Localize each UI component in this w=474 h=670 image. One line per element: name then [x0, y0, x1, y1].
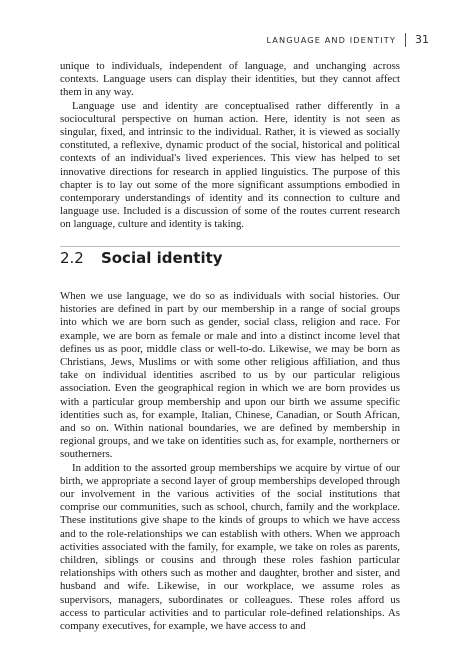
paragraph: Language use and identity are conceptualised rather differently in a sociocultural perspective on human action. Here, identity is not seen as singular, fixed, and intrinsic to the individual. Rather, it is viewed as socially constituted, a reflexive, dynamic product of the social, historical and political contexts of an individual's lived experiences. This view has helped to set innovative directions for research in applied linguistics. The purpose of this chapter is to lay out some of the more significant assumptions embodied in contemporary understandings of identity and its connection to culture and language use. Included is a discussion of some of the routes current research on language, culture and identity is taking. [60, 99, 400, 231]
section-title: Social identity [100, 249, 223, 267]
intro-text-block [60, 60, 400, 232]
running-header [60, 33, 429, 49]
section-number: 2.2 [60, 249, 84, 267]
paragraph: unique to individuals, independent of language, and unchanging across contexts. Language users can display their identities, but they cannot affect them in any way. [60, 60, 400, 99]
section-heading [60, 248, 223, 276]
header-divider [405, 33, 406, 47]
paragraph: In addition to the assorted group memberships we acquire by virtue of our birth, we appropriate a second layer of group memberships developed through our involvement in the various activities of the social institutions that comprise our communities, such as school, church, family and the workplace. These institutions give shape to the kinds of groups to which we have access and to the role-relationships we can establish with others. When we approach activities associated with the family, for example, we take on roles as parents, children, siblings or cousins and through these roles fashion particular relationships with others such as mother and daughter, brother and sister, and husband and wife. Likewise, in our workplace, we assume roles as supervisors, managers, subordinates or colleagues. These roles afford us access to particular activities and to particular role-defined relationships. As company executives, for example, we have access to and [60, 461, 400, 633]
page-number: 31 [415, 33, 429, 46]
section-divider [60, 246, 400, 247]
paragraph: When we use language, we do so as individuals with social histories. Our histories are defined in part by our membership in a range of social groups into which we are born such as gender, social class, religion and race. For example, we are born as female or male and into a distinct income level that defines us as poor, middle class or well-to-do. Likewise, we may be born as Christians, Jews, Muslims or with some other religious affiliation, and thus take on individual identities ascribed to us by our particular religious association. Even the geographical region in which we are born provides us with a particular group membership and upon our birth we assume specific identities such as, for example, Italian, Chinese, Canadian, or South African, and so on. Within national boundaries, we are defined by membership in regional groups, and we take on identities such as, for example, northerners or southerners. [60, 290, 400, 461]
section-text-block [60, 290, 400, 633]
running-title: LANGUAGE AND IDENTITY [266, 35, 396, 45]
